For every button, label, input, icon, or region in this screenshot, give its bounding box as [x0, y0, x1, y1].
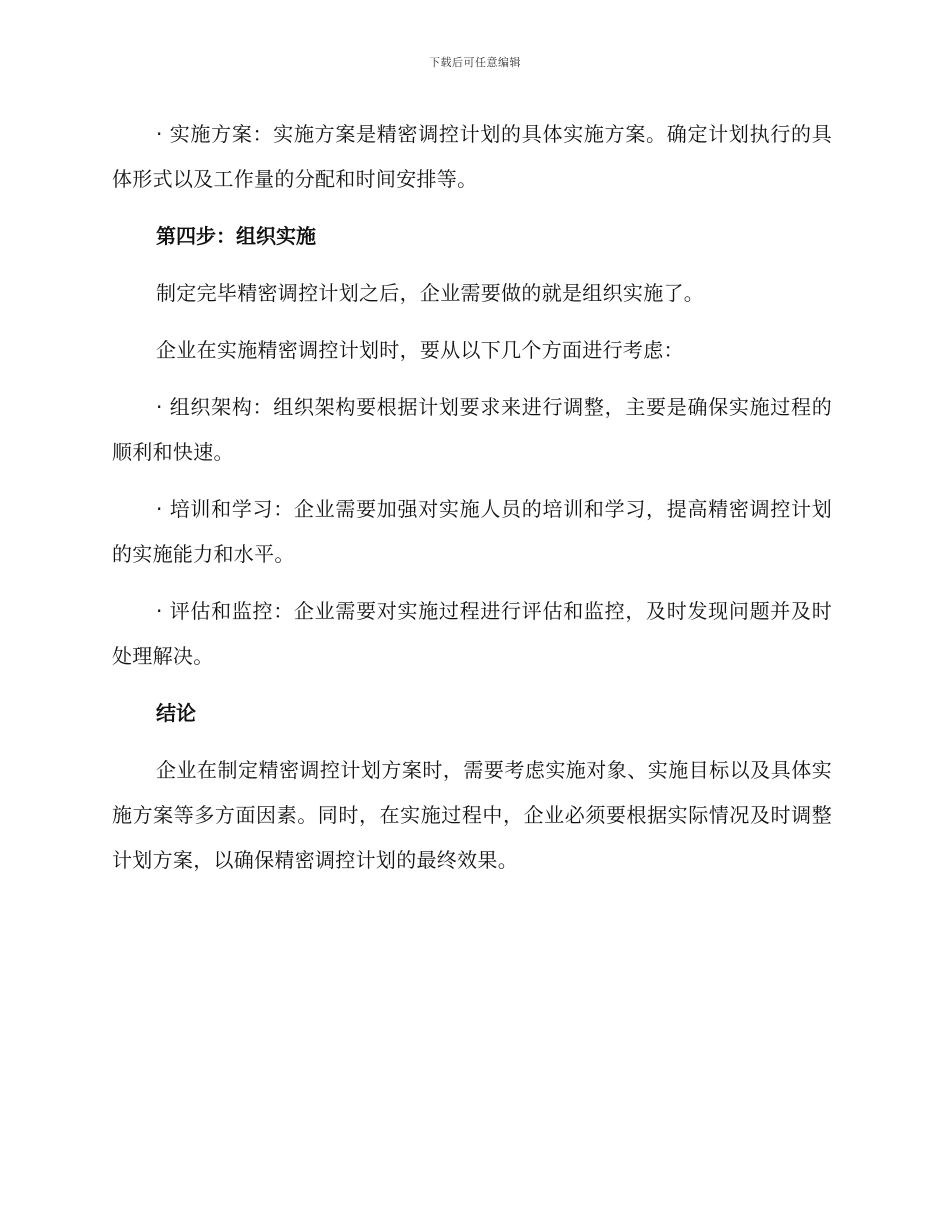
heading-step-four: 第四步：组织实施 [156, 224, 316, 248]
paragraph-evaluation: · 评估和监控：企业需要对实施过程进行评估和监控，及时发现问题并及时处理解决。 [112, 599, 832, 668]
page-header: 下载后可任意编辑 [429, 56, 521, 69]
paragraph-training: · 培训和学习：企业需要加强对实施人员的培训和学习，提高精密调控计划的实施能力和水平。 [112, 497, 832, 566]
document-body [112, 112, 832, 895]
paragraph-org-structure: · 组织架构：组织架构要根据计划要求来进行调整，主要是确保实施过程的顺利和快速。 [112, 395, 832, 464]
paragraph-implementation-plan: · 实施方案：实施方案是精密调控计划的具体实施方案。确定计划执行的具体形式以及工作量的分配和时间安排等。 [112, 122, 832, 191]
heading-conclusion: 结论 [156, 701, 196, 725]
paragraph-organize-intro: 制定完毕精密调控计划之后，企业需要做的就是组织实施了。 [156, 281, 705, 305]
paragraph-considerations: 企业在实施精密调控计划时，要从以下几个方面进行考虑： [156, 338, 684, 362]
paragraph-conclusion: 企业在制定精密调控计划方案时，需要考虑实施对象、实施目标以及具体实施方案等多方面因素。同时，在实施过程中，企业必须要根据实际情况及时调整计划方案，以确保精密调控计划的最终效果。 [112, 758, 832, 872]
